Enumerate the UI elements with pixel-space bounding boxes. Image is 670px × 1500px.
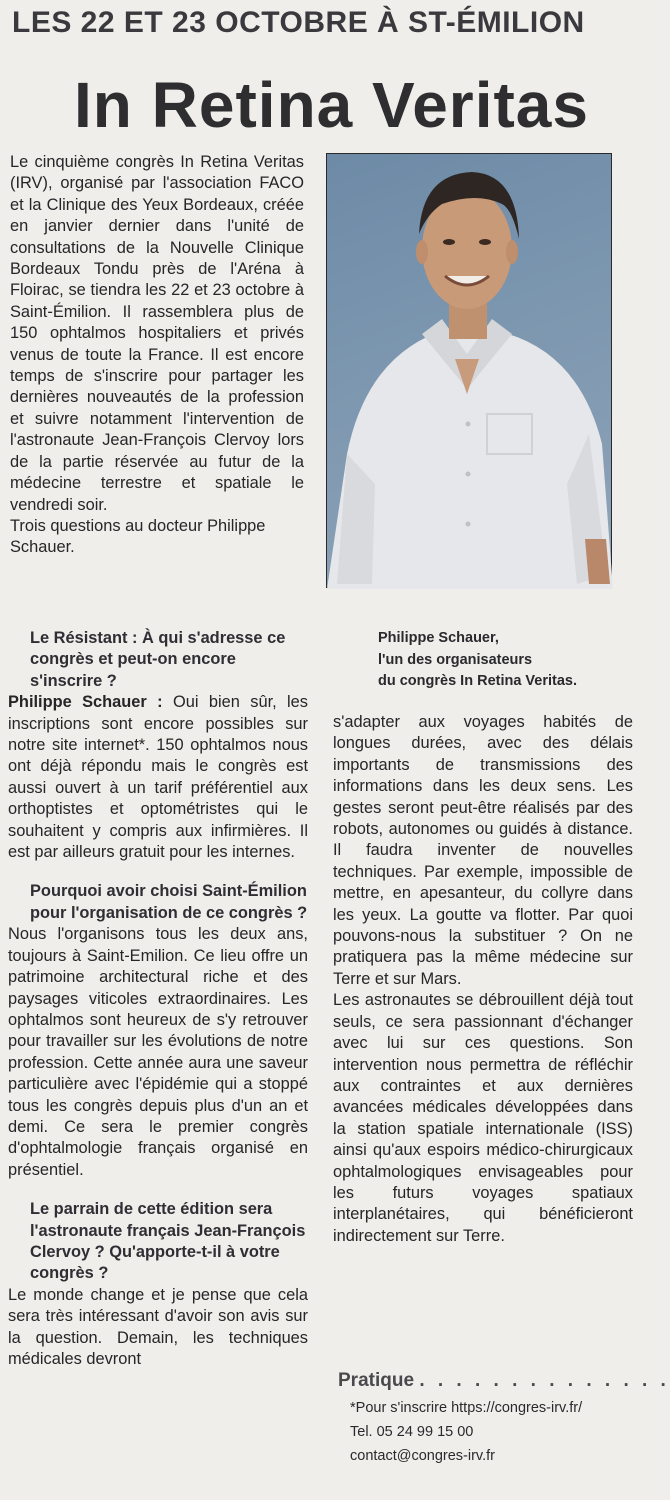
portrait-illustration: [327, 154, 613, 589]
article-headline: In Retina Veritas: [74, 69, 589, 141]
answer-1-text: Oui bien sûr, les inscriptions sont encore possibles sur notre site internet*. 150 ophtalmos nous ont déjà répondu mais le congrès est aussi ouvert à un tarif préférentiel aux orthoptistes et optométristes qui le souhaitent y compris aux infirmières. Il est par ailleurs gratuit pour les internes.: [8, 693, 308, 862]
intro-column: [10, 152, 304, 559]
article-kicker: LES 22 ET 23 OCTOBRE À ST-ÉMILION: [12, 6, 585, 39]
pratique-leader: . . . . . . . . . . . . . .: [419, 1370, 670, 1391]
caption-line: Philippe Schauer,: [378, 630, 499, 646]
intro-teaser: Trois questions au docteur Philippe Schauer.: [10, 516, 266, 557]
photo-caption: [378, 628, 638, 693]
pratique-heading: [338, 1370, 670, 1392]
pratique-email[interactable]: contact@congres-irv.fr: [350, 1448, 495, 1464]
pratique-phone: Tel. 05 24 99 15 00: [350, 1424, 474, 1440]
question-1: Le Résistant : À qui s'adresse ce congrès et peut-on encore s'inscrire ?: [30, 629, 286, 690]
answer-2: Nous l'organisons tous les deux ans, toujours à Saint-Emilion. Ce lieu offre un patrimoine architectural riche et des paysages viticoles extraordinaires. Les ophtalmos sont heureux de s'y retrouver pour travailler sur les évolutions de notre profession. Cette année aura une saveur particulière avec l'épidémie qui a stoppé tous les congrès depuis plus d'un an et demi. Ce sera le premier congrès d'ophtalmologie français organisé en présentiel.: [8, 925, 308, 1179]
answer-1: [8, 692, 308, 863]
intro-paragraph: Le cinquième congrès In Retina Veritas (IRV), organisé par l'association FACO et la Clinique des Yeux Bordeaux, créée en janvier dernier dans l'unité de consultations de la Nouvelle Clinique Bordeaux Tondu près de l'Aréna à Floirac, se tiendra les 22 et 23 octobre à Saint-Émilion. Il rassemblera plus de 150 ophtalmos hospitaliers et privés venus de toute la France. Il est encore temps de s'inscrire pour partager les dernières nouveautés de la profession et suivre notamment l'intervention de l'astronaute Jean-François Clervoy lors de la partie réservée au futur de la médecine terrestre et spatiale le vendredi soir.: [10, 153, 304, 514]
question-2: Pourquoi avoir choisi Saint-Émilion pour l'organisation de ce congrès ?: [30, 882, 308, 922]
pratique-info: [350, 1396, 640, 1468]
answer-3-continued: s'adapter aux voyages habités de longues durées, avec des délais importants de transmissions des informations dans les deux sens. Les gestes seront peut-être réalisés par des robots, autonomes ou guidés à distance. Il faudra inventer de nouvelles techniques. Par exemple, impossible de mettre, en apesanteur, du collyre dans les yeux. La goutte va flotter. Par quoi pouvons-nous la substituer ? On ne pratiquera pas la même médecine sur Terre et sur Mars.: [333, 713, 633, 988]
answer-1-speaker: Philippe Schauer :: [8, 693, 163, 712]
interview-left-column: [8, 628, 308, 1370]
answer-3-start: Le monde change et je pense que cela sera très intéressant d'avoir son avis sur la question. Demain, les techniques médicales devront: [8, 1285, 308, 1368]
caption-line: l'un des organisateurs: [378, 651, 533, 668]
answer-3-end: Les astronautes se débrouillent déjà tout seuls, ce sera passionnant d'échanger avec lui sur ces questions. Son intervention nous permettra de réfléchir aux contraintes et aux dernières avancées médicales développées dans la station spatiale internationale (ISS) ainsi qu'aux espoirs médico-chirurgicaux ophtalmologiques envisageables pour les futurs voyages spatiaux interplanétaires, qui bénéficieront indirectement sur Terre.: [333, 991, 633, 1245]
portrait-photo: [326, 153, 612, 588]
caption-line: du congrès In Retina Veritas.: [378, 673, 578, 689]
pratique-title: Pratique: [338, 1370, 415, 1391]
interview-right-column: [333, 712, 633, 1247]
pratique-website[interactable]: *Pour s'inscrire https://congres-irv.fr/: [350, 1400, 583, 1416]
question-3: Le parrain de cette édition sera l'astronaute français Jean-François Clervoy ? Qu'apporte-t-il à votre congrès ?: [30, 1200, 306, 1283]
